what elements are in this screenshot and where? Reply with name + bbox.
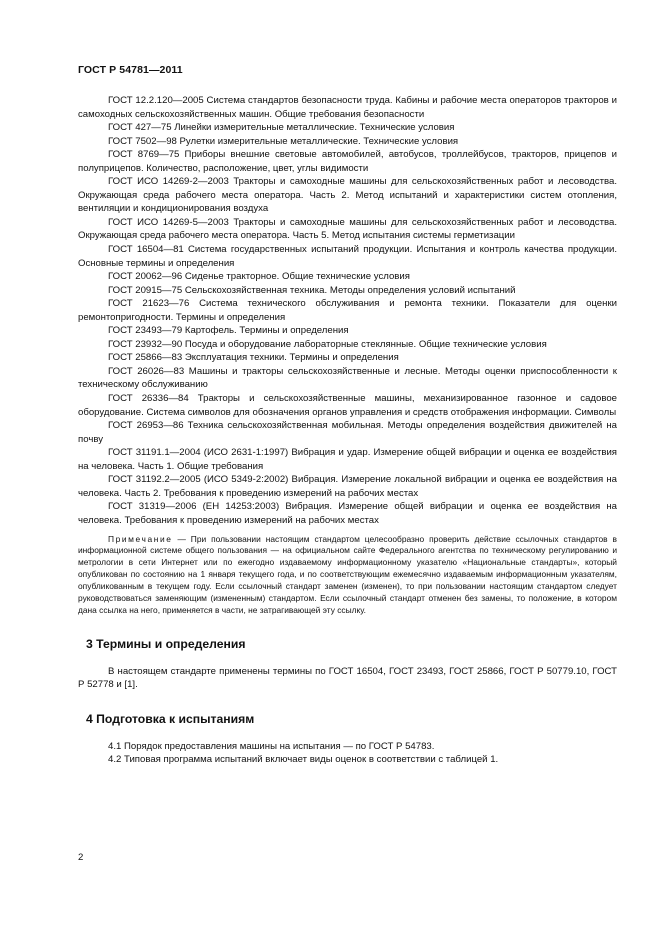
reference-item: ГОСТ 427—75 Линейки измерительные металлические. Технические условия [108,122,455,134]
reference-item: ГОСТ 26336—84 Тракторы и сельскохозяйственные машины, механизированное газонное и садовое оборудование. Система символов для обозначения органов управления и средств отображения информации. Символы [78,393,617,418]
section-4-title: 4 Подготовка к испытаниям [86,711,255,726]
note-label: Примечание [108,533,173,544]
note-text: — При пользовании настоящим стандартом целесообразно проверить действие ссылочных стандартов в информационной системе общего пользования — на официальном сайте Федерального агентства по техническому регулированию и метрологии в сети Интернет или по ежегодно издаваемому информационному указателю «Национальные стандарты», который опубликован по состоянию на 1 января текущего года, и по соответствующим ежемесячно издаваемым информационным указателям, опубликованным в текущем году. Если ссылочный стандарт заменен (изменен), то при пользовании настоящим стандартом следует руководствоваться заменяющим (измененным) стандартом. Если ссылочный стандарт отменен без замены, то положение, в котором дана ссылка на него, применяется в части, не затрагивающей эту ссылку. [78,533,617,615]
section-4-body [78,740,617,767]
reference-item: ГОСТ 23932—90 Посуда и оборудование лабораторные стеклянные. Общие технические условия [108,338,547,350]
reference-item: ГОСТ 8769—75 Приборы внешние световые автомобилей, автобусов, троллейбусов, тракторов, прицепов и полуприцепов. Количество, расположение, цвет, углы видимости [78,149,617,174]
section-4-item: 4.2 Типовая программа испытаний включает виды оценок в соответствии с таблицей 1. [108,754,499,766]
normative-references-list [78,94,617,528]
reference-item: ГОСТ 16504—81 Система государственных испытаний продукции. Испытания и контроль качества продукции. Основные термины и определения [78,244,617,269]
reference-item: ГОСТ ИСО 14269-5—2003 Тракторы и самоходные машины для сельскохозяйственных работ и лесоводства. Окружающая среда рабочего места оператора. Часть 5. Метод испытания системы герметизации [78,216,617,242]
reference-item: ГОСТ 12.2.120—2005 Система стандартов безопасности труда. Кабины и рабочие места операторов тракторов и самоходных сельскохозяйственных машин. Общие требования безопасности [78,95,617,120]
reference-item: ГОСТ 20062—96 Сиденье тракторное. Общие технические условия [108,271,410,283]
section-4-item: 4.1 Порядок предоставления машины на испытания — по ГОСТ Р 54783. [108,740,435,752]
reference-item: ГОСТ 7502—98 Рулетки измерительные металлические. Технические условия [108,135,459,147]
reference-item: ГОСТ 31191.1—2004 (ИСО 2631-1:1997) Вибрация и удар. Измерение общей вибрации и оценка ее воздействия на человека. Часть 1. Общие требования [78,447,617,472]
reference-item: ГОСТ 20915—75 Сельскохозяйственная техника. Методы определения условий испытаний [108,284,516,296]
reference-item: ГОСТ ИСО 14269-2—2003 Тракторы и самоходные машины для сельскохозяйственных работ и лесоводства. Окружающая среда рабочего места оператора. Часть 2. Метод испытаний и характеристики систем отопления, вентиляции и кондиционирования воздуха [78,176,617,215]
reference-item: ГОСТ 26953—86 Техника сельскохозяйственная мобильная. Методы определения воздействия движителей на почву [78,420,617,445]
section-3-text: В настоящем стандарте применены термины по ГОСТ 16504, ГОСТ 23493, ГОСТ 25866, ГОСТ Р 50779.10, ГОСТ Р 52778 и [1]. [78,665,617,691]
section-3-body [78,665,617,692]
reference-item: ГОСТ 21623—76 Система технического обслуживания и ремонта техники. Показатели для оценки ремонтопригодности. Термины и определения [78,298,617,323]
reference-item: ГОСТ 31319—2006 (ЕН 14253:2003) Вибрация. Измерение общей вибрации и оценка ее воздействия на человека. Требования к проведению измерений на рабочих местах [78,501,617,526]
reference-item: ГОСТ 25866—83 Эксплуатация техники. Термины и определения [108,352,399,364]
document-header: ГОСТ Р 54781—2011 [78,64,183,76]
section-3-title: 3 Термины и определения [86,636,246,651]
reference-item: ГОСТ 31192.2—2005 (ИСО 5349-2:2002) Вибрация. Измерение локальной вибрации и оценка ее воздействия на человека. Часть 2. Требования к проведению измерений на рабочих местах [78,474,617,499]
reference-item: ГОСТ 26026—83 Машины и тракторы сельскохозяйственные и лесные. Методы оценки приспособленности к техническому обслуживанию [78,365,617,391]
page-number: 2 [78,852,84,863]
reference-item: ГОСТ 23493—79 Картофель. Термины и определения [108,325,349,337]
references-note [78,534,617,617]
